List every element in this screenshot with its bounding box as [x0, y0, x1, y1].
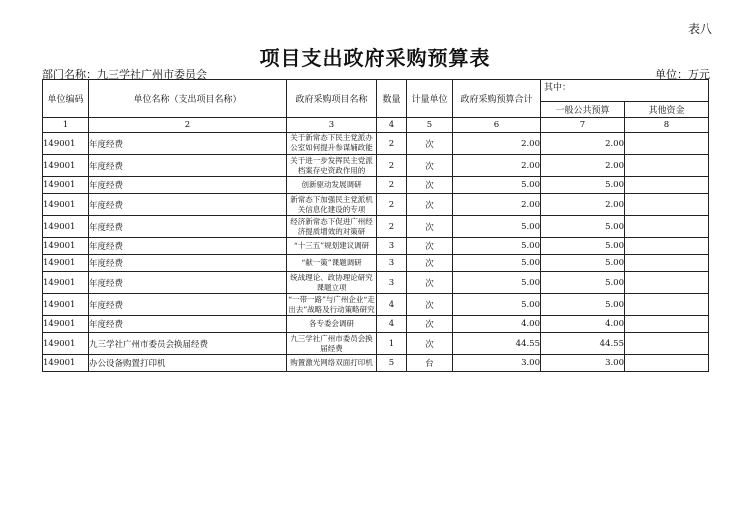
- row-code: 149001: [43, 155, 89, 177]
- row-name: 年度经费: [89, 133, 287, 155]
- column-number: 3: [287, 118, 377, 133]
- row-project: [287, 355, 377, 372]
- row-project: [287, 316, 377, 333]
- row-general: 2.00: [541, 194, 625, 216]
- row-code: 149001: [43, 133, 89, 155]
- row-project-text: 统战理论、政协理论研究课题立项: [290, 272, 373, 292]
- row-name: 年度经费: [89, 294, 287, 316]
- row-measure: 次: [407, 294, 453, 316]
- row-code: 149001: [43, 316, 89, 333]
- table-row: [43, 294, 709, 316]
- row-measure: 次: [407, 177, 453, 194]
- row-general: 44.55: [541, 333, 625, 355]
- row-general: 5.00: [541, 216, 625, 238]
- row-name: 年度经费: [89, 155, 287, 177]
- column-number: 7: [541, 118, 625, 133]
- row-code: 149001: [43, 177, 89, 194]
- row-measure: 次: [407, 333, 453, 355]
- row-code: 149001: [43, 355, 89, 372]
- row-qty: 4: [377, 316, 407, 333]
- row-measure: 次: [407, 133, 453, 155]
- row-project-text: “十三五”规划建议调研: [293, 241, 370, 250]
- row-name: 年度经费: [89, 194, 287, 216]
- row-general: 3.00: [541, 355, 625, 372]
- row-measure: 次: [407, 272, 453, 294]
- table-row: [43, 155, 709, 177]
- row-total: 5.00: [453, 255, 541, 272]
- row-project-text: 关于进一步发挥民主党派档案存史资政作用的: [290, 155, 373, 175]
- table-row: [43, 272, 709, 294]
- row-total: 2.00: [453, 133, 541, 155]
- row-measure: 次: [407, 238, 453, 255]
- row-other: [625, 133, 709, 155]
- row-qty: 2: [377, 155, 407, 177]
- column-number: 1: [43, 118, 89, 133]
- row-general: 5.00: [541, 238, 625, 255]
- row-other: [625, 272, 709, 294]
- table-row: [43, 355, 709, 372]
- currency-unit: 单位：万元: [655, 68, 710, 81]
- row-general: 2.00: [541, 133, 625, 155]
- row-code: 149001: [43, 255, 89, 272]
- row-qty: 2: [377, 216, 407, 238]
- row-other: [625, 355, 709, 372]
- row-qty: 2: [377, 177, 407, 194]
- row-other: [625, 194, 709, 216]
- row-other: [625, 316, 709, 333]
- row-project: [287, 294, 377, 316]
- row-total: 4.00: [453, 316, 541, 333]
- row-project-text: “献一策”课题调研: [301, 258, 362, 267]
- row-code: 149001: [43, 294, 89, 316]
- row-qty: 3: [377, 255, 407, 272]
- row-general: 5.00: [541, 294, 625, 316]
- row-name: 年度经费: [89, 272, 287, 294]
- row-project-text: 创新驱动发展调研: [301, 180, 362, 189]
- row-name: 九三学社广州市委员会换届经费: [89, 333, 287, 355]
- column-number: 2: [89, 118, 287, 133]
- row-project: [287, 238, 377, 255]
- row-project-text: 各专委会调研: [309, 319, 354, 328]
- table-row: [43, 333, 709, 355]
- row-total: 44.55: [453, 333, 541, 355]
- table-row: [43, 194, 709, 216]
- row-general: 5.00: [541, 255, 625, 272]
- column-number: 4: [377, 118, 407, 133]
- table-body: [43, 133, 709, 372]
- row-qty: 5: [377, 355, 407, 372]
- row-general: 5.00: [541, 177, 625, 194]
- column-number-row: [43, 118, 709, 133]
- header-code: 单位编码: [43, 80, 89, 118]
- row-measure: 次: [407, 316, 453, 333]
- table-row: [43, 255, 709, 272]
- row-project: [287, 216, 377, 238]
- column-number: 6: [453, 118, 541, 133]
- row-qty: 3: [377, 272, 407, 294]
- row-total: 5.00: [453, 272, 541, 294]
- row-total: 5.00: [453, 238, 541, 255]
- row-code: 149001: [43, 216, 89, 238]
- row-qty: 4: [377, 294, 407, 316]
- row-project: [287, 333, 377, 355]
- row-general: 4.00: [541, 316, 625, 333]
- row-name: 年度经费: [89, 316, 287, 333]
- table-number: 表八: [687, 22, 712, 36]
- row-qty: 3: [377, 238, 407, 255]
- row-project: [287, 194, 377, 216]
- row-project: [287, 177, 377, 194]
- row-measure: 次: [407, 216, 453, 238]
- row-project: [287, 255, 377, 272]
- row-total: 5.00: [453, 294, 541, 316]
- row-measure: 次: [407, 155, 453, 177]
- row-general: 5.00: [541, 272, 625, 294]
- row-name: 年度经费: [89, 177, 287, 194]
- column-number: 8: [625, 118, 709, 133]
- row-project-text: 购置激光网络双面打印机: [290, 358, 373, 367]
- row-name: 年度经费: [89, 238, 287, 255]
- row-other: [625, 333, 709, 355]
- row-other: [625, 155, 709, 177]
- row-total: 5.00: [453, 177, 541, 194]
- department-name: 部门名称：九三学社广州市委员会: [42, 68, 207, 81]
- header-name: 单位名称（支出项目名称）: [89, 80, 287, 118]
- header-qty: 数量: [377, 80, 407, 118]
- header-measure: 计量单位: [407, 80, 453, 118]
- row-measure: 次: [407, 255, 453, 272]
- row-qty: 2: [377, 133, 407, 155]
- row-project-text: 新常态下加强民主党派机关信息化建设的专项: [290, 194, 373, 214]
- row-project-text: 关于新常态下民主党派办公室如何提升参谋辅政能: [290, 133, 373, 152]
- page-title: 项目支出政府采购预算表: [259, 46, 491, 70]
- row-project-text: 经济新常态下促进广州经济提质增效的对策研: [290, 216, 373, 236]
- row-qty: 1: [377, 333, 407, 355]
- row-name: 办公设备购置打印机: [89, 355, 287, 372]
- header-total: 政府采购预算合计: [453, 80, 541, 118]
- column-number: 5: [407, 118, 453, 133]
- table-row: [43, 238, 709, 255]
- row-code: 149001: [43, 238, 89, 255]
- table-row: [43, 133, 709, 155]
- row-measure: 台: [407, 355, 453, 372]
- row-other: [625, 177, 709, 194]
- row-total: 2.00: [453, 155, 541, 177]
- header-of-which: 其中：: [541, 80, 709, 102]
- row-other: [625, 216, 709, 238]
- row-project-text: 九三学社广州市委员会换届经费: [290, 333, 373, 353]
- row-code: 149001: [43, 333, 89, 355]
- row-other: [625, 294, 709, 316]
- row-other: [625, 238, 709, 255]
- row-project: [287, 272, 377, 294]
- header-other: 其他资金: [625, 102, 709, 118]
- table-row: [43, 316, 709, 333]
- row-qty: 2: [377, 194, 407, 216]
- row-project: [287, 133, 377, 155]
- row-total: 2.00: [453, 194, 541, 216]
- row-total: 3.00: [453, 355, 541, 372]
- row-name: 年度经费: [89, 255, 287, 272]
- row-general: 2.00: [541, 155, 625, 177]
- row-project-text: “一带一路”与广州企业“走出去”战略及行动策略研究: [288, 294, 375, 314]
- table-row: [43, 216, 709, 238]
- row-name: 年度经费: [89, 216, 287, 238]
- row-other: [625, 255, 709, 272]
- header-general: 一般公共预算: [541, 102, 625, 118]
- row-project: [287, 155, 377, 177]
- row-measure: 次: [407, 194, 453, 216]
- row-total: 5.00: [453, 216, 541, 238]
- table-row: [43, 177, 709, 194]
- header-project: 政府采购项目名称: [287, 80, 377, 118]
- row-code: 149001: [43, 272, 89, 294]
- row-code: 149001: [43, 194, 89, 216]
- budget-table: [42, 79, 709, 372]
